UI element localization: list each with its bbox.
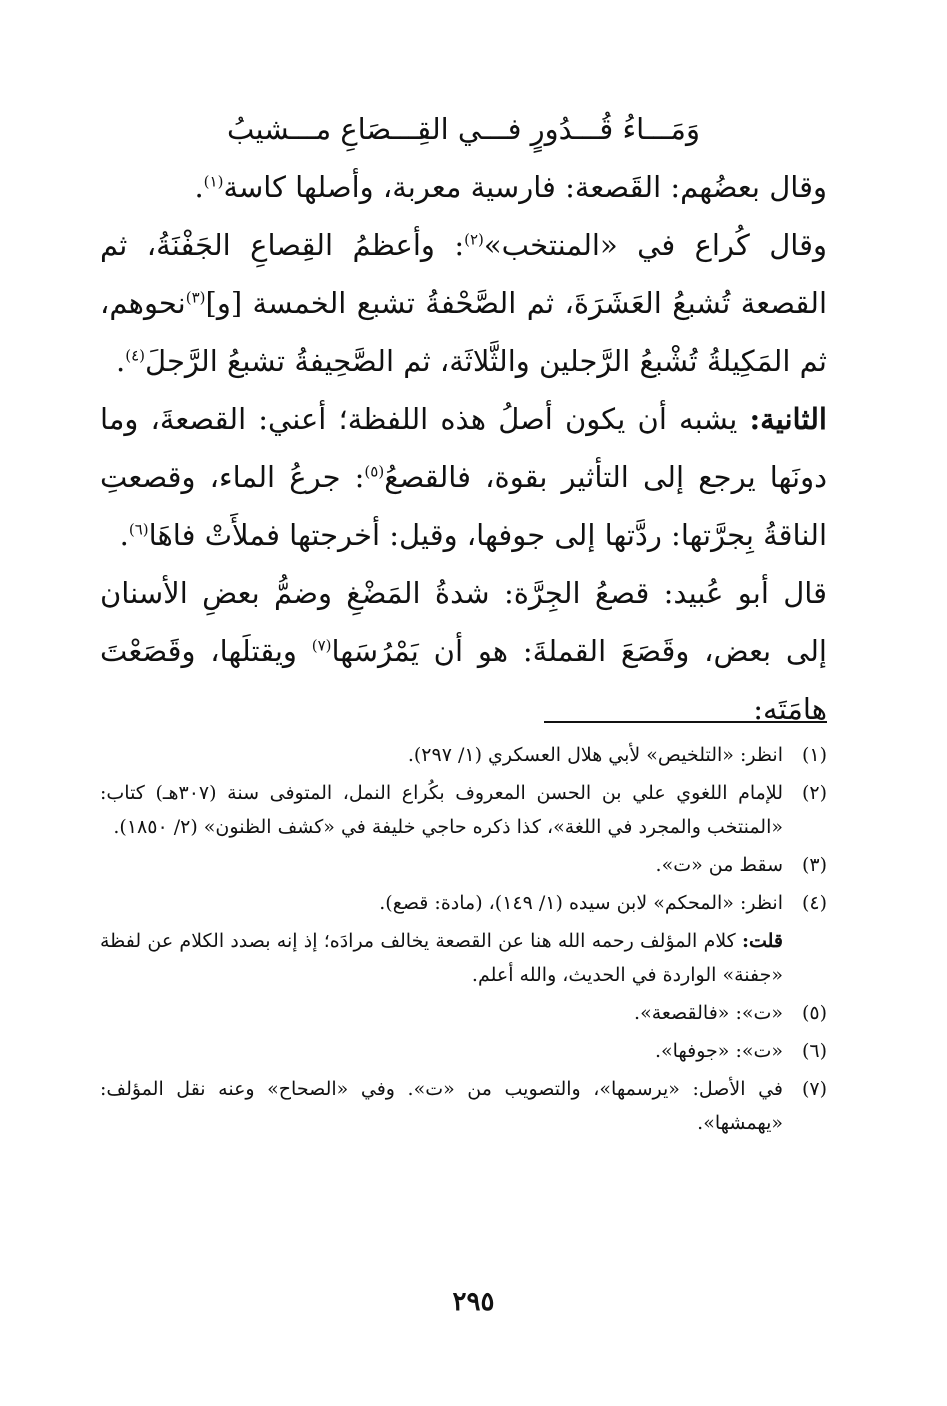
paragraph-3 [100,390,827,564]
paragraph-text: وقال كُراع في «المنتخب» [483,228,827,262]
footnote-7 [100,1072,827,1140]
footnote-number: (٤) [801,892,827,914]
poem-verse: وَمَـــاءُ قُـــدُورٍ فـــي القِـــصَاعِ مـــشيبُ [227,112,700,146]
paragraph-1 [100,158,827,216]
footnote-separator [544,721,827,723]
footnote-text: في الأصل: «يرسمها»، والتصويب من «ت». وفي «الصحاح» وعنه نقل المؤلف: «يهمشها». [100,1078,783,1134]
period: . [115,344,126,378]
paragraph-text: : جرعُ الماء، وقصعتِ الناقةُ بِجرَّتها: ردَّتها إلى جوفها، وقيل: أخرجتها فملأَتْ فاهَا [100,460,827,552]
footnote-3 [100,848,827,882]
paragraph-text: قال أبو عُبيد: قصعُ الجِرَّة: شدةُ المَضْغِ وضمُّ بعضِ الأسنان إلى بعض، وقَصَعَ القملةَ: هو أن يَمْرُسَها [100,576,827,668]
footnote-text: «ت»: «جوفها». [654,1040,783,1062]
footnote-text: انظر: «المحكم» لابن سيده (١/ ١٤٩)، (مادة: قصع). [379,892,783,914]
paragraph-2 [100,216,827,390]
footnote-ref-4[interactable]: (٤) [125,346,145,365]
footnote-ref-3[interactable]: (٣) [185,288,206,307]
footnote-4 [100,886,827,920]
paragraph-text: ويقتلَها، وقَصَعْتَ هامَتَه: [100,634,827,726]
footnote-6 [100,1034,827,1068]
main-text [100,100,827,738]
footnote-5 [100,996,827,1030]
paragraph-text: يشبه أن يكون أصلُ هذه اللفظة؛ أعني: القصعةَ، وما دونَها يرجع إلى التأثير بقوة، فالقصعُ [100,402,827,494]
paragraph-text: وقال بعضُهم: القَصعة: فارسية معربة، وأصلها كاسة [223,170,827,204]
paragraph-text: : وأعظمُ القِصاعِ الجَفْنَةُ، ثم القصعة تُشبعُ العَشَرَةَ، ثم الصَّحْفةُ تشبع الخمسة [و] [100,228,827,320]
footnote-number: (٦) [801,1040,827,1062]
footnote-number: (٧) [801,1078,827,1100]
footnote-text: انظر: «التلخيص» لأبي هلال العسكري (١/ ٢٩٧). [407,744,783,766]
section-lead: الثانية: [749,402,827,436]
footnote-number: (٣) [801,854,827,876]
paragraph-text: نحوهم، ثم المَكِيلةُ تُشْبعُ الرَّجلين والثَّلاثَة، ثم الصَّحِيفةُ تشبعُ الرَّجلَ [100,286,827,378]
footnote-ref-2[interactable]: (٢) [464,230,484,249]
footnote-1 [100,738,827,772]
comment-lead: قلت: [741,930,783,952]
footnote-number: (٢) [801,782,827,804]
editor-comment [100,924,827,992]
footnote-text: «ت»: «فالقصعة». [634,1002,783,1024]
footnote-number: (٥) [801,1002,827,1024]
paragraph-4 [100,564,827,738]
footnote-ref-5[interactable]: (٥) [364,462,385,481]
footnote-text: للإمام اللغوي علي بن الحسن المعروف بكُراع النمل، المتوفى سنة (٣٠٧هـ) كتاب: «المنتخب والمجرد في اللغة»، كذا ذكره حاجي خليفة في «كشف الظنون» (٢/ ١٨٥٠). [100,782,783,838]
comment-text [100,924,783,992]
period: . [119,518,129,552]
comment-body: كلام المؤلف رحمه الله هنا عن القصعة يخالف مرادَه؛ إذ إنه بصدد الكلام عن لفظة «جفنة» الواردة في الحديث، والله أعلم. [100,930,783,986]
footnote-ref-6[interactable]: (٦) [128,520,149,539]
footnote-number: (١) [801,744,827,766]
footnote-2 [100,776,827,844]
page-number: ٢٩٥ [452,1287,495,1317]
footnotes [100,738,827,1144]
footnote-text: سقط من «ت». [655,854,783,876]
footnote-ref-7[interactable]: (٧) [311,636,332,655]
period: . [194,170,204,204]
footnote-ref-1[interactable]: (١) [203,172,224,191]
